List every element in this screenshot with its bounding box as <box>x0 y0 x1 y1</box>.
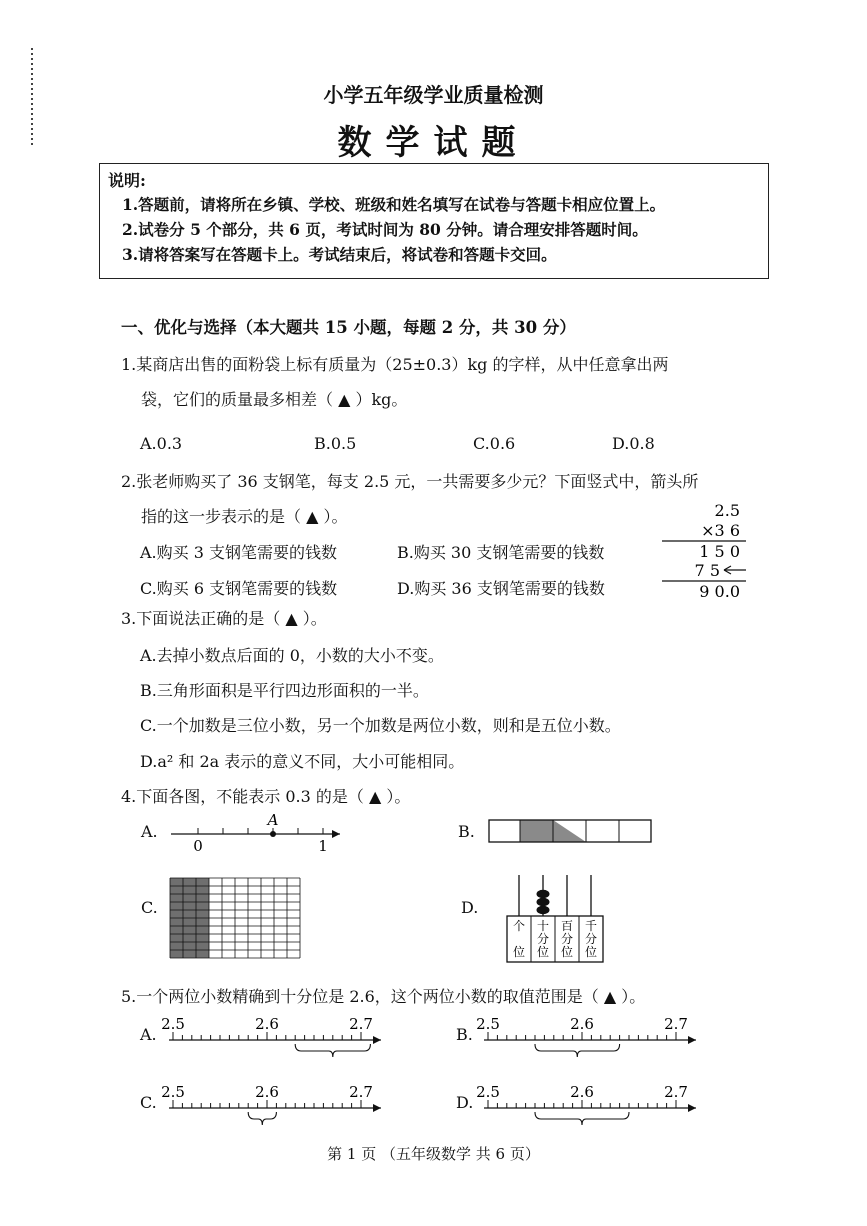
tick-label: 2.7 <box>349 1083 373 1101</box>
calc-row-5: 9 0.0 <box>699 582 740 601</box>
arrowhead-icon <box>688 1104 696 1112</box>
tick-label: 2.7 <box>349 1015 373 1033</box>
abacus-bead <box>537 898 550 906</box>
q2-option-d: D.购买 36 支钢笔需要的钱数 <box>397 579 605 598</box>
instruction-item-2: 2.试卷分 5 个部分，共 6 页，考试时间为 80 分钟。请合理安排答题时间。 <box>122 220 648 239</box>
calc-row-1: 2.5 <box>714 501 740 520</box>
q5-label-a: A. <box>140 1025 157 1044</box>
svg-text:分: 分 <box>536 932 550 946</box>
exam-title: 数学试题 <box>337 123 530 163</box>
page-footer: 第 1 页 （五年级数学 共 6 页） <box>327 1145 540 1163</box>
q5-number-line-d <box>476 1080 698 1132</box>
point-a-label: A <box>267 811 279 829</box>
svg-text:百: 百 <box>560 919 574 933</box>
svg-text:千: 千 <box>584 919 598 933</box>
q1-option-b: B.0.5 <box>314 434 357 453</box>
instructions-label: 说明: <box>108 171 146 190</box>
q4-label-b: B. <box>458 822 475 841</box>
svg-text:分: 分 <box>584 932 598 946</box>
range-brace <box>248 1112 276 1125</box>
tick-label: 2.6 <box>255 1083 279 1101</box>
q3-option-b: B.三角形面积是平行四边形面积的一半。 <box>140 681 429 700</box>
q2-stem-line1: 2.张老师购买了 36 支钢笔，每支 2.5 元，一共需要多少元？下面竖式中，箭头所 <box>121 472 699 491</box>
q4-label-d: D. <box>461 898 479 917</box>
svg-text:位: 位 <box>560 945 574 959</box>
section-heading: 一、优化与选择（本大题共 15 小题，每题 2 分，共 30 分） <box>121 318 576 337</box>
svg-text:位: 位 <box>536 945 550 959</box>
q4-abacus <box>505 872 607 964</box>
range-brace <box>295 1044 370 1057</box>
q1-option-c: C.0.6 <box>473 434 516 453</box>
tick-label: 2.5 <box>161 1083 185 1101</box>
q4-strip-diagram <box>488 818 654 846</box>
q4-label-c: C. <box>141 898 158 917</box>
q4-number-line <box>165 808 350 854</box>
point-a <box>270 831 276 837</box>
instructions-box <box>99 163 769 279</box>
tick-label: 2.5 <box>161 1015 185 1033</box>
tick-label: 2.6 <box>570 1015 594 1033</box>
q5-label-d: D. <box>456 1093 474 1112</box>
numberline-start-label: 0 <box>193 837 203 855</box>
q5-number-line-b <box>476 1012 698 1064</box>
q5-number-line-c <box>161 1080 383 1132</box>
calc-row-2: ×3 6 <box>701 521 740 540</box>
tick-label: 2.6 <box>255 1015 279 1033</box>
q3-stem: 3.下面说法正确的是（ ▲ ）。 <box>121 609 327 628</box>
arrowhead-icon <box>373 1104 381 1112</box>
q3-option-a: A.去掉小数点后面的 0，小数的大小不变。 <box>140 646 444 665</box>
tick-label: 2.6 <box>570 1083 594 1101</box>
numberline-end-label: 1 <box>318 837 328 855</box>
q5-stem: 5.一个两位小数精确到十分位是 2.6，这个两位小数的取值范围是（ ▲ ）。 <box>121 987 646 1006</box>
tick-label: 2.7 <box>664 1015 688 1033</box>
q1-stem-line1: 1.某商店出售的面粉袋上标有质量为（25±0.3）kg 的字样，从中任意拿出两 <box>121 355 669 374</box>
instruction-item-3: 3.请将答案写在答题卡上。考试结束后，将试卷和答题卡交回。 <box>122 245 557 264</box>
q5-label-c: C. <box>140 1093 157 1112</box>
calc-row-4: 7 5 <box>694 561 720 580</box>
q4-hundred-grid <box>168 876 306 960</box>
q4-stem: 4.下面各图，不能表示 0.3 的是（ ▲ ）。 <box>121 787 411 806</box>
tick-label: 2.5 <box>476 1083 500 1101</box>
q4-label-a: A. <box>141 822 158 841</box>
exam-subtitle: 小学五年级学业质量检测 <box>323 83 544 107</box>
svg-text:分: 分 <box>560 932 574 946</box>
q5-label-b: B. <box>456 1025 473 1044</box>
abacus-bead <box>537 890 550 898</box>
range-brace <box>535 1112 629 1125</box>
arrowhead-icon <box>373 1036 381 1044</box>
vertical-multiplication <box>650 497 750 601</box>
q3-option-d: D.a² 和 2a 表示的意义不同，大小可能相同。 <box>140 752 465 771</box>
q3-option-c: C.一个加数是三位小数，另一个加数是两位小数，则和是五位小数。 <box>140 716 621 735</box>
tick-label: 2.5 <box>476 1015 500 1033</box>
svg-text:位: 位 <box>512 945 526 959</box>
q2-option-b: B.购买 30 支钢笔需要的钱数 <box>397 543 605 562</box>
instruction-item-1: 1.答题前，请将所在乡镇、学校、班级和姓名填写在试卷与答题卡相应位置上。 <box>122 195 666 214</box>
svg-text:个: 个 <box>512 919 526 933</box>
q2-stem-line2: 指的这一步表示的是（ ▲ ）。 <box>141 507 348 526</box>
q1-stem-line2: 袋，它们的质量最多相差（ ▲ ）kg。 <box>141 390 408 409</box>
abacus-bead <box>537 906 550 914</box>
arrowhead-icon <box>688 1036 696 1044</box>
calc-row-3: 1 5 0 <box>699 542 740 561</box>
q5-number-line-a <box>161 1012 383 1064</box>
range-brace <box>535 1044 620 1057</box>
svg-text:位: 位 <box>584 945 598 959</box>
arrowhead-icon <box>332 830 340 838</box>
svg-text:十: 十 <box>536 919 550 933</box>
q2-option-c: C.购买 6 支钢笔需要的钱数 <box>140 579 338 598</box>
q2-option-a: A.购买 3 支钢笔需要的钱数 <box>140 543 337 562</box>
q1-option-a: A.0.3 <box>140 434 183 453</box>
tick-label: 2.7 <box>664 1083 688 1101</box>
q1-option-d: D.0.8 <box>612 434 655 453</box>
